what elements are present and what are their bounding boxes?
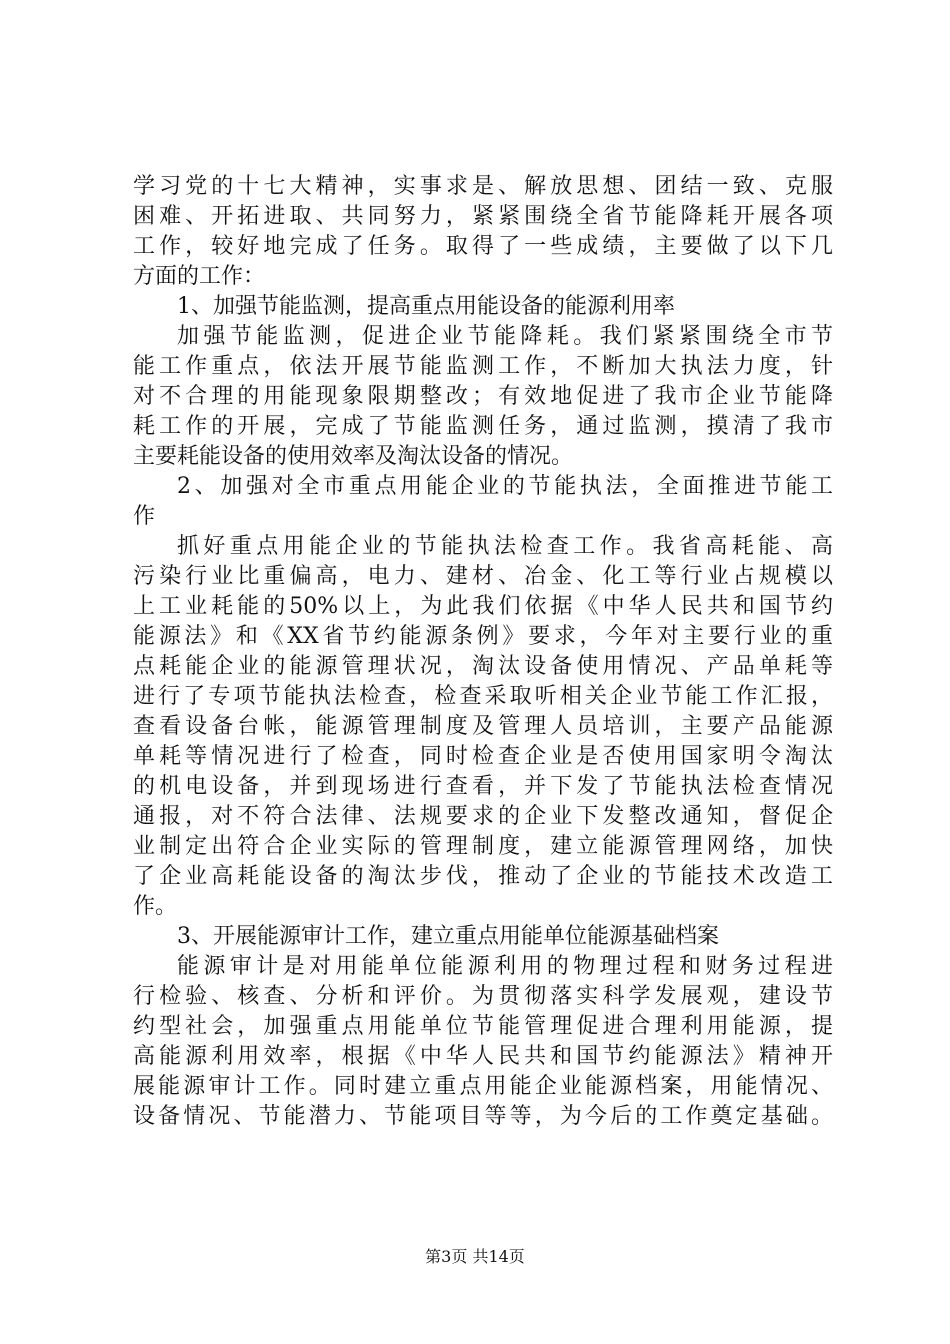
- text-line: 行检验、核查、分析和评价。为贯彻落实科学发展观，建设节: [133, 984, 833, 1009]
- section-heading-2-continued: 作: [133, 504, 156, 529]
- text-line: 点耗能企业的能源管理状况，淘汰设备使用情况、产品单耗等: [133, 654, 833, 679]
- text-line: 了企业高耗能设备的淘汰步伐，推动了企业的节能技术改造工: [133, 864, 833, 889]
- text-line: 设备情况、节能潜力、节能项目等等，为今后的工作奠定基础。: [133, 1104, 833, 1129]
- section-heading-3: 3、开展能源审计工作，建立重点用能单位能源基础档案: [177, 924, 719, 949]
- text-line: 主要耗能设备的使用效率及淘汰设备的情况。: [133, 444, 574, 469]
- text-line: 抓好重点用能企业的节能执法检查工作。我省高耗能、高: [177, 534, 833, 559]
- text-line: 困难、开拓进取、共同努力，紧紧围绕全省节能降耗开展各项: [133, 204, 833, 229]
- page-number-footer: 第3页 共14页: [425, 1247, 525, 1266]
- text-line: 展能源审计工作。同时建立重点用能企业能源档案，用能情况、: [133, 1074, 833, 1099]
- text-line: 上工业耗能的50%以上，为此我们依据《中华人民共和国节约: [133, 594, 833, 619]
- text-line: 污染行业比重偏高，电力、建材、冶金、化工等行业占规模以: [133, 564, 833, 589]
- section-heading-2: 2、加强对全市重点用能企业的节能执法，全面推进节能工: [177, 474, 833, 499]
- text-line: 学习党的十七大精神，实事求是、解放思想、团结一致、克服: [133, 174, 833, 199]
- text-line: 能源法》和《XX省节约能源条例》要求，今年对主要行业的重: [133, 624, 833, 649]
- text-line: 业制定出符合企业实际的管理制度，建立能源管理网络，加快: [133, 834, 833, 859]
- text-line: 方面的工作：: [133, 264, 266, 289]
- text-line: 对不合理的用能现象限期整改；有效地促进了我市企业节能降: [133, 384, 833, 409]
- text-line: 约型社会，加强重点用能单位节能管理促进合理利用能源，提: [133, 1014, 833, 1039]
- text-line: 的机电设备，并到现场进行查看，并下发了节能执法检查情况: [133, 774, 833, 799]
- text-line: 能源审计是对用能单位能源利用的物理过程和财务过程进: [177, 954, 833, 979]
- text-line: 工作，较好地完成了任务。取得了一些成绩，主要做了以下几: [133, 234, 833, 259]
- text-line: 进行了专项节能执法检查，检查采取听相关企业节能工作汇报，: [133, 684, 833, 709]
- section-heading-1: 1、加强节能监测，提高重点用能设备的能源利用率: [177, 294, 675, 319]
- text-line: 单耗等情况进行了检查，同时检查企业是否使用国家明令淘汰: [133, 744, 833, 769]
- text-line: 作。: [133, 894, 178, 919]
- text-line: 耗工作的开展，完成了节能监测任务，通过监测，摸清了我市: [133, 414, 833, 439]
- text-line: 高能源利用效率，根据《中华人民共和国节约能源法》精神开: [133, 1044, 833, 1069]
- text-line: 查看设备台帐，能源管理制度及管理人员培训，主要产品能源: [133, 714, 833, 739]
- text-line: 能工作重点，依法开展节能监测工作，不断加大执法力度，针: [133, 354, 833, 379]
- text-line: 通报，对不符合法律、法规要求的企业下发整改通知，督促企: [133, 804, 833, 829]
- text-line: 加强节能监测，促进企业节能降耗。我们紧紧围绕全市节: [177, 324, 833, 349]
